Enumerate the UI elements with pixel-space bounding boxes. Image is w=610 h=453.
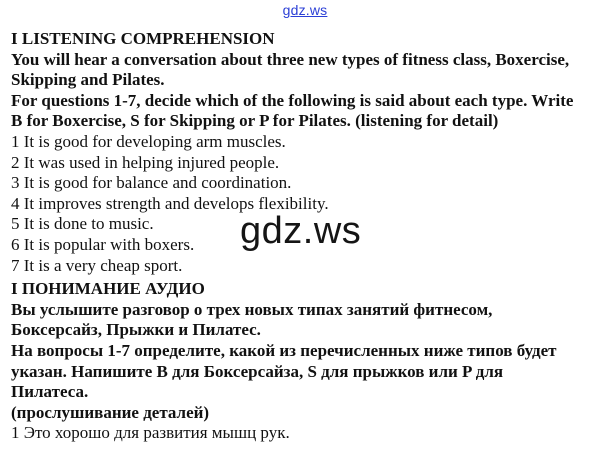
english-intro-line-1: You will hear a conversation about three new types of fitness class, Boxercise, xyxy=(11,49,570,69)
english-heading: I LISTENING COMPREHENSION xyxy=(11,29,275,48)
watermark-center: gdz.ws xyxy=(240,210,362,252)
russian-instruction-line-2: указан. Напишите B для Боксерсайза, S для прыжков или P для xyxy=(11,361,504,381)
english-instruction-line-2: B for Boxercise, S for Skipping or P for Pilates. (listening for detail) xyxy=(11,111,499,131)
english-item-3: 3 It is good for balance and coordination. xyxy=(11,173,292,193)
russian-instruction-line-3: Пилатеса. xyxy=(11,382,89,402)
russian-intro-line-1: Вы услышите разговор о трех новых типах занятий фитнесом, xyxy=(11,299,493,319)
russian-item-1: 1 Это хорошо для развития мышц рук. xyxy=(11,423,290,443)
english-item-7: 7 It is a very cheap sport. xyxy=(11,255,183,275)
russian-heading: I ПОНИМАНИЕ АУДИО xyxy=(11,279,205,299)
english-item-4: 4 It improves strength and develops flexibility. xyxy=(11,193,329,213)
watermark-top[interactable]: gdz.ws xyxy=(282,2,328,18)
english-item-6: 6 It is popular with boxers. xyxy=(11,234,195,254)
english-item-2: 2 It was used in helping injured people. xyxy=(11,152,280,172)
russian-instruction-line-1: На вопросы 1-7 определите, какой из перечисленных ниже типов будет xyxy=(11,340,557,360)
english-instruction-line-1: For questions 1-7, decide which of the following is said about each type. Write xyxy=(11,90,574,110)
english-item-5: 5 It is done to music. xyxy=(11,214,154,234)
english-item-1: 1 It is good for developing arm muscles. xyxy=(11,131,286,151)
english-intro-line-2: Skipping and Pilates. xyxy=(11,70,165,90)
russian-instruction-line-4: (прослушивание деталей) xyxy=(11,402,210,422)
russian-intro-line-2: Боксерсайз, Прыжки и Пилатес. xyxy=(11,320,261,340)
